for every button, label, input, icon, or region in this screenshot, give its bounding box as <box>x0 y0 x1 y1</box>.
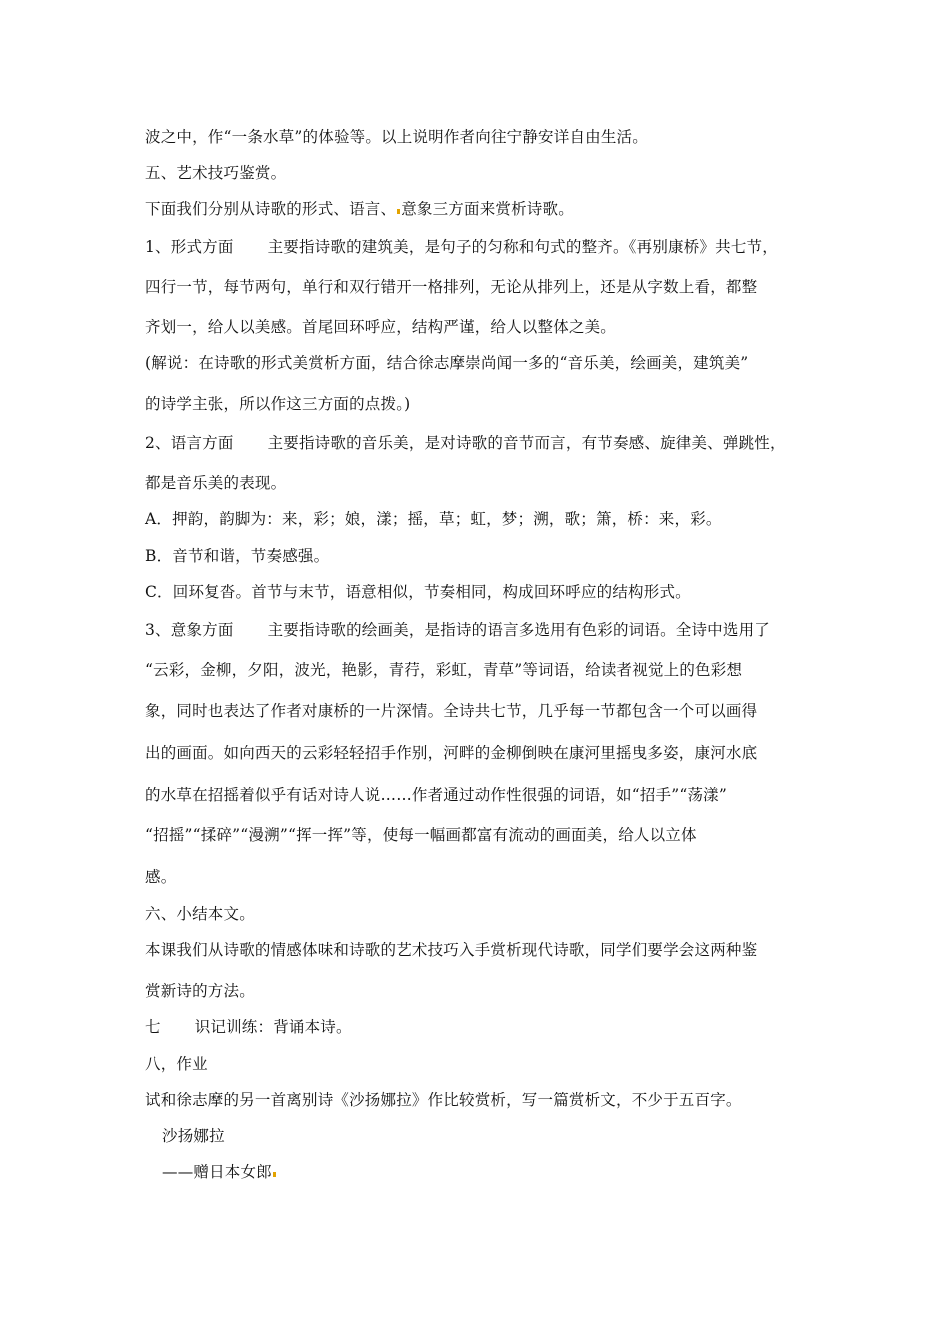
text-line <box>145 352 820 374</box>
text-line <box>145 742 820 764</box>
text: 七 <box>145 1018 161 1036</box>
text-line <box>145 432 820 454</box>
text-line <box>145 316 820 338</box>
subheading: 2、语言方面 <box>145 434 234 452</box>
text: 沙扬娜拉 <box>162 1127 225 1145</box>
text: 四行一节，每节两句，单行和双行错开一格排列，无论从排列上，还是从字数上看，都整 <box>145 278 758 296</box>
text: 波之中，作“一条水草”的体验等。以上说明作者向往宁静安详自由生活。 <box>145 128 648 146</box>
poem-title <box>162 1125 837 1147</box>
text: 识记训练：背诵本诗。 <box>194 1018 352 1036</box>
text: 主要指诗歌的音乐美，是对诗歌的音节而言，有节奏感、旋律美、弹跳性， <box>267 434 786 452</box>
text-line <box>145 581 820 603</box>
text: 都是音乐美的表现。 <box>145 474 287 492</box>
text: 意象三方面来赏析诗歌。 <box>401 200 574 218</box>
text: 主要指诗歌的绘画美，是指诗的语言多选用有色彩的词语。全诗中选用了 <box>267 621 770 639</box>
text-line <box>145 659 820 681</box>
section-heading <box>145 162 820 184</box>
text: 齐划一，给人以美感。首尾回环呼应，结构严谨，给人以整体之美。 <box>145 318 617 336</box>
poem-dedication <box>162 1161 837 1183</box>
text: 六、小结本文。 <box>145 905 255 923</box>
text: (解说：在诗歌的形式美赏析方面，结合徐志摩崇尚闻一多的“音乐美，绘画美，建筑美” <box>145 354 749 372</box>
text: “招摇”“揉碎”“漫溯”“挥一挥”等，使每一幅画都富有流动的画面美，给人以立体 <box>145 826 697 844</box>
highlight-mark-icon <box>273 1172 276 1177</box>
section-heading <box>145 1016 820 1038</box>
subheading: 3、意象方面 <box>145 621 234 639</box>
text: 主要指诗歌的建筑美，是句子的匀称和句式的整齐。《再别康桥》共七节， <box>267 238 778 256</box>
text: 下面我们分别从诗歌的形式、语言、 <box>145 200 397 218</box>
text: 的水草在招摇着似乎有话对诗人说……作者通过动作性很强的词语，如“招手”“荡漾” <box>145 786 727 804</box>
text: 赏新诗的方法。 <box>145 982 255 1000</box>
text: C．回环复沓。首节与末节，语意相似，节奏相同，构成回环呼应的结构形式。 <box>145 583 691 601</box>
text-line <box>145 619 820 641</box>
text: 五、艺术技巧鉴赏。 <box>145 164 287 182</box>
text-line <box>145 700 820 722</box>
text-line <box>145 824 820 846</box>
subheading: 1、形式方面 <box>145 238 234 256</box>
text-line <box>145 198 820 220</box>
text-line <box>145 866 820 888</box>
text-line <box>145 276 820 298</box>
text-line <box>145 545 820 567</box>
text: ——赠日本女郎 <box>162 1163 272 1181</box>
text-line <box>145 472 820 494</box>
text: 的诗学主张，所以作这三方面的点拨。) <box>145 395 411 413</box>
text: 试和徐志摩的另一首离别诗《沙扬娜拉》作比较赏析，写一篇赏析文，不少于五百字。 <box>145 1091 742 1109</box>
text: A．押韵，韵脚为：来，彩；娘，漾；摇，草；虹，梦；溯，歌；箫，桥：来，彩。 <box>145 510 722 528</box>
text: 感。 <box>145 868 177 886</box>
text-line <box>145 393 820 415</box>
text: “云彩，金柳，夕阳，波光，艳影，青荇，彩虹，青草”等词语，给读者视觉上的色彩想 <box>145 661 743 679</box>
text: 象，同时也表达了作者对康桥的一片深情。全诗共七节，几乎每一节都包含一个可以画得 <box>145 702 758 720</box>
text-line <box>145 784 820 806</box>
text-line <box>145 939 820 961</box>
text: 本课我们从诗歌的情感体味和诗歌的艺术技巧入手赏析现代诗歌，同学们要学会这两种鉴 <box>145 941 758 959</box>
section-heading <box>145 903 820 925</box>
text-line <box>145 508 820 530</box>
text: 八，作业 <box>145 1055 208 1073</box>
text-line <box>145 980 820 1002</box>
highlight-mark-icon <box>397 209 400 214</box>
text: B．音节和谐，节奏感强。 <box>145 547 330 565</box>
section-heading <box>145 1053 820 1075</box>
text-line <box>145 126 820 148</box>
text-line <box>145 1089 820 1111</box>
text: 出的画面。如向西天的云彩轻轻招手作别，河畔的金柳倒映在康河里摇曳多姿，康河水底 <box>145 744 758 762</box>
text-line <box>145 236 820 258</box>
